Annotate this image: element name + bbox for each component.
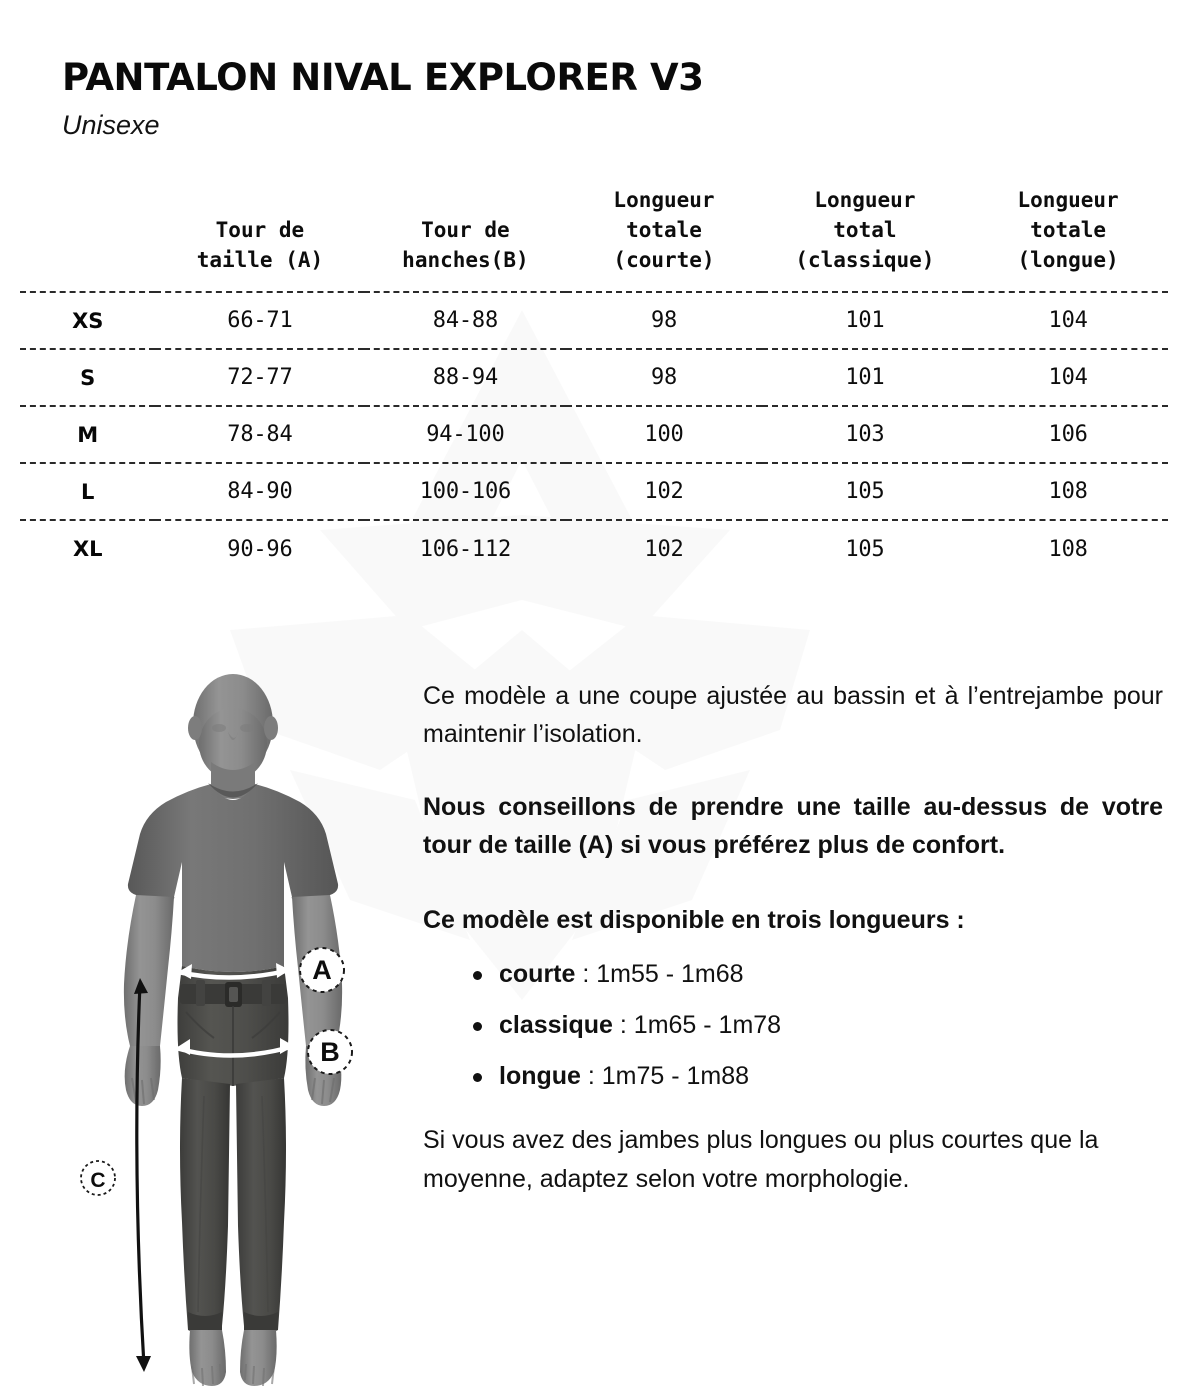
row-size-label: S — [80, 365, 96, 390]
col-header-waist — [155, 186, 364, 292]
cell-length-short: 100 — [644, 422, 684, 448]
marker-a — [300, 948, 344, 992]
length-range: : 1m55 - 1m68 — [575, 959, 744, 988]
col-header-hips-line2: Tour de — [421, 217, 510, 242]
cell-length-long: 104 — [1048, 308, 1088, 334]
length-range: : 1m75 - 1m88 — [580, 1061, 750, 1090]
page-title: PANTALON NIVAL EXPLORER V3 — [62, 56, 704, 99]
marker-c — [81, 1161, 115, 1195]
length-range: : 1m65 - 1m78 — [612, 1010, 782, 1039]
size-table-head — [20, 186, 1168, 292]
lengths-heading: Ce modèle est disponible en trois longueurs : — [423, 906, 965, 934]
length-name: courte — [499, 959, 576, 988]
col-header-length-short-line2: totale — [626, 217, 702, 242]
cell-hips: 94-100 — [426, 422, 505, 448]
table-row — [20, 292, 1168, 349]
cell-length-classic: 101 — [845, 308, 885, 334]
list-item — [473, 1010, 1163, 1039]
svg-text:B: B — [320, 1037, 340, 1067]
table-row — [20, 349, 1168, 406]
tail-paragraph: Si vous avez des jambes plus longues ou plus courtes que la moyenne, adaptez selon votre morphologie. — [423, 1125, 1099, 1193]
mannequin-illustration — [78, 666, 388, 1400]
length-name: classique — [499, 1010, 613, 1039]
list-item — [473, 1061, 1163, 1090]
col-header-length-short-line3: (courte) — [613, 247, 715, 272]
row-size-label: M — [77, 422, 99, 447]
row-size-label: XS — [72, 308, 104, 333]
bullet-icon — [473, 1073, 482, 1082]
col-header-size — [20, 186, 155, 292]
page-subtitle: Unisexe — [62, 109, 160, 140]
cell-length-short: 102 — [644, 536, 684, 562]
cell-hips: 106-112 — [419, 536, 512, 562]
table-header-row — [20, 186, 1168, 292]
lengths-list — [423, 959, 1163, 1090]
cell-waist: 84-90 — [227, 479, 293, 505]
cell-length-long: 108 — [1048, 536, 1088, 562]
cell-hips: 84-88 — [432, 308, 499, 334]
col-header-length-classic — [762, 186, 969, 292]
cell-hips: 100-106 — [419, 479, 512, 505]
marker-b — [308, 1030, 352, 1074]
length-name: longue — [499, 1061, 581, 1090]
cell-length-short: 98 — [650, 308, 678, 334]
col-header-length-long-line1: Longueur — [1017, 188, 1119, 212]
cell-length-classic: 101 — [845, 365, 885, 391]
cell-length-classic: 105 — [845, 479, 885, 505]
col-header-waist-line2: Tour de — [215, 217, 305, 242]
col-header-length-long-line3: (longue) — [1017, 247, 1119, 272]
cell-waist: 72-77 — [227, 365, 293, 391]
size-table — [20, 186, 1168, 577]
cell-waist: 66-71 — [227, 308, 293, 334]
cell-length-classic: 103 — [845, 422, 885, 448]
size-table-wrapper — [20, 186, 1168, 577]
col-header-waist-line3: taille (A) — [196, 247, 324, 272]
col-header-length-long — [968, 186, 1168, 292]
svg-text:C: C — [90, 1169, 106, 1192]
table-row — [20, 520, 1168, 577]
description-column — [423, 678, 1163, 1200]
measurement-figure — [0, 648, 400, 1400]
lower-section — [0, 648, 1200, 1400]
table-row — [20, 406, 1168, 463]
col-header-hips-line3: hanches(B) — [402, 247, 529, 272]
intro-paragraph: Ce modèle a une coupe ajustée au bassin et à l’entrejambe pour maintenir l’isolation. — [423, 682, 1163, 748]
cell-length-long: 108 — [1048, 479, 1088, 505]
col-header-hips — [364, 186, 566, 292]
col-header-length-classic-line1: Longueur — [814, 188, 916, 212]
cell-waist: 78-84 — [227, 422, 293, 448]
svg-text:A: A — [312, 955, 332, 985]
row-size-label: XL — [72, 537, 103, 562]
col-header-length-classic-line3: (classique) — [795, 247, 935, 272]
list-item — [473, 959, 1163, 988]
advice-paragraph: Nous conseillons de prendre une taille au-dessus de votre tour de taille (A) si vous préférez plus de confort. — [423, 793, 1163, 859]
col-header-length-long-line2: totale — [1030, 217, 1107, 242]
cell-length-long: 106 — [1048, 422, 1088, 448]
cell-length-classic: 105 — [845, 536, 885, 562]
table-row — [20, 463, 1168, 520]
cell-waist: 90-96 — [227, 536, 293, 562]
cell-hips: 88-94 — [432, 365, 499, 391]
col-header-length-classic-line2: total — [833, 217, 897, 242]
cell-length-long: 104 — [1048, 365, 1088, 391]
cell-length-short: 98 — [650, 365, 678, 391]
col-header-length-short — [566, 186, 761, 292]
bullet-icon — [473, 1022, 482, 1031]
row-size-label: L — [81, 479, 95, 504]
page-header — [62, 58, 704, 140]
col-header-length-short-line1: Longueur — [613, 188, 715, 212]
size-table-body — [20, 292, 1168, 577]
bullet-icon — [473, 971, 482, 980]
cell-length-short: 102 — [644, 479, 684, 505]
